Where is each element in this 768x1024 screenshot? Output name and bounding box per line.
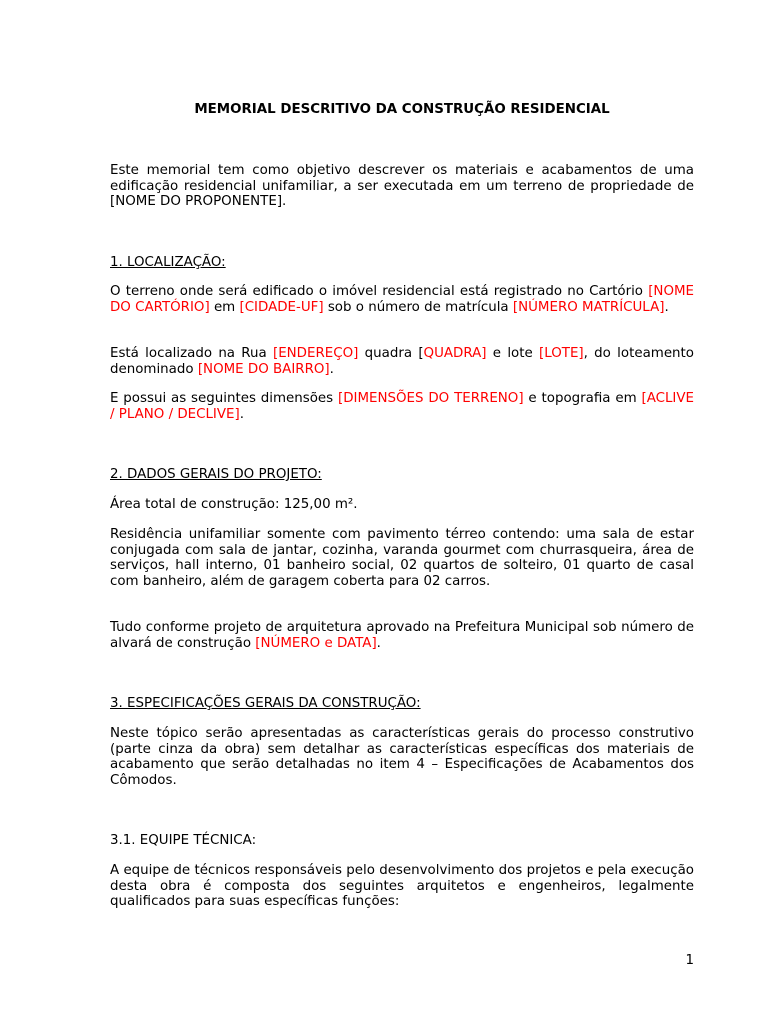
placeholder-field: QUADRA] — [423, 346, 487, 361]
section-1-paragraph-3 — [110, 391, 694, 422]
text-run: sob o número de matrícula — [323, 299, 513, 315]
section-2-paragraph-2: Residência unifamiliar somente com pavimento térreo contendo: uma sala de estar conjugada com sala de jantar, cozinha, varanda gourmet com churrasqueira, área de serviços, hall interno, 01 banheiro social, 02 quartos de solteiro, 01 quarto de casal com banheiro, além de garagem coberta para 02 carros. — [110, 527, 694, 589]
text-run: . — [376, 635, 381, 651]
section-1-heading: 1. LOCALIZAÇÃO: — [110, 255, 226, 270]
intro-paragraph: Este memorial tem como objetivo descrever os materiais e acabamentos de uma edificação residencial unifamiliar, a ser executada em um terreno de propriedade de [NOME DO PROPONENTE]. — [110, 163, 694, 210]
document-title: MEMORIAL DESCRITIVO DA CONSTRUÇÃO RESIDENCIAL — [194, 102, 610, 117]
placeholder-field: [NOME DO BAIRRO] — [197, 361, 330, 377]
text-run: . — [664, 299, 669, 315]
text-run: quadra [ — [358, 346, 424, 361]
placeholder-field: [ACLIVE / PLANO / DECLIVE] — [110, 391, 694, 422]
text-run: em — [209, 299, 240, 315]
section-2-paragraph-3 — [110, 620, 694, 651]
placeholder-field: [NÚMERO e DATA] — [255, 635, 377, 651]
placeholder-field: [LOTE] — [539, 346, 584, 361]
text-run: E possui as seguintes dimensões — [110, 391, 338, 406]
placeholder-field: [CIDADE-UF] — [239, 299, 324, 315]
placeholder-field: [DIMENSÕES DO TERRENO] — [338, 391, 524, 406]
placeholder-field: [NOME DO CARTÓRIO] — [110, 284, 694, 315]
text-run: , do loteamento denominado — [110, 346, 694, 377]
section-3-heading: 3. ESPECIFICAÇÕES GERAIS DA CONSTRUÇÃO: — [110, 696, 421, 711]
text-run: . — [239, 406, 244, 422]
text-run: . — [329, 361, 334, 377]
placeholder-field: [ENDEREÇO] — [272, 346, 359, 361]
placeholder-field: [NÚMERO MATRÍCULA] — [512, 299, 665, 315]
text-run: e lote — [486, 346, 540, 361]
text-run: Está localizado na Rua — [110, 346, 273, 361]
section-2-heading: 2. DADOS GERAIS DO PROJETO: — [110, 467, 322, 482]
section-3-1-paragraph-1: A equipe de técnicos responsáveis pelo desenvolvimento dos projetos e pela execução desta obra é composta dos seguintes arquitetos e engenheiros, legalmente qualificados para suas específicas funções: — [110, 863, 694, 910]
text-run: O terreno onde será edificado o imóvel residencial está registrado no Cartório — [110, 284, 649, 299]
section-3-1-heading: 3.1. EQUIPE TÉCNICA: — [110, 833, 257, 848]
section-2-paragraph-1: Área total de construção: 125,00 m². — [110, 497, 358, 512]
section-1-paragraph-2 — [110, 346, 694, 377]
section-1-paragraph-1 — [110, 284, 694, 315]
text-run: Tudo conforme projeto de arquitetura aprovado na Prefeitura Municipal sob número de alvará de construção — [110, 620, 694, 651]
text-run: e topografia em — [523, 391, 642, 406]
page-number: 1 — [685, 953, 694, 968]
section-3-paragraph-1: Neste tópico serão apresentadas as características gerais do processo construtivo (parte cinza da obra) sem detalhar as características específicas dos materiais de acabamento que serão detalhadas no item 4 – Especificações de Acabamentos dos Cômodos. — [110, 726, 694, 788]
